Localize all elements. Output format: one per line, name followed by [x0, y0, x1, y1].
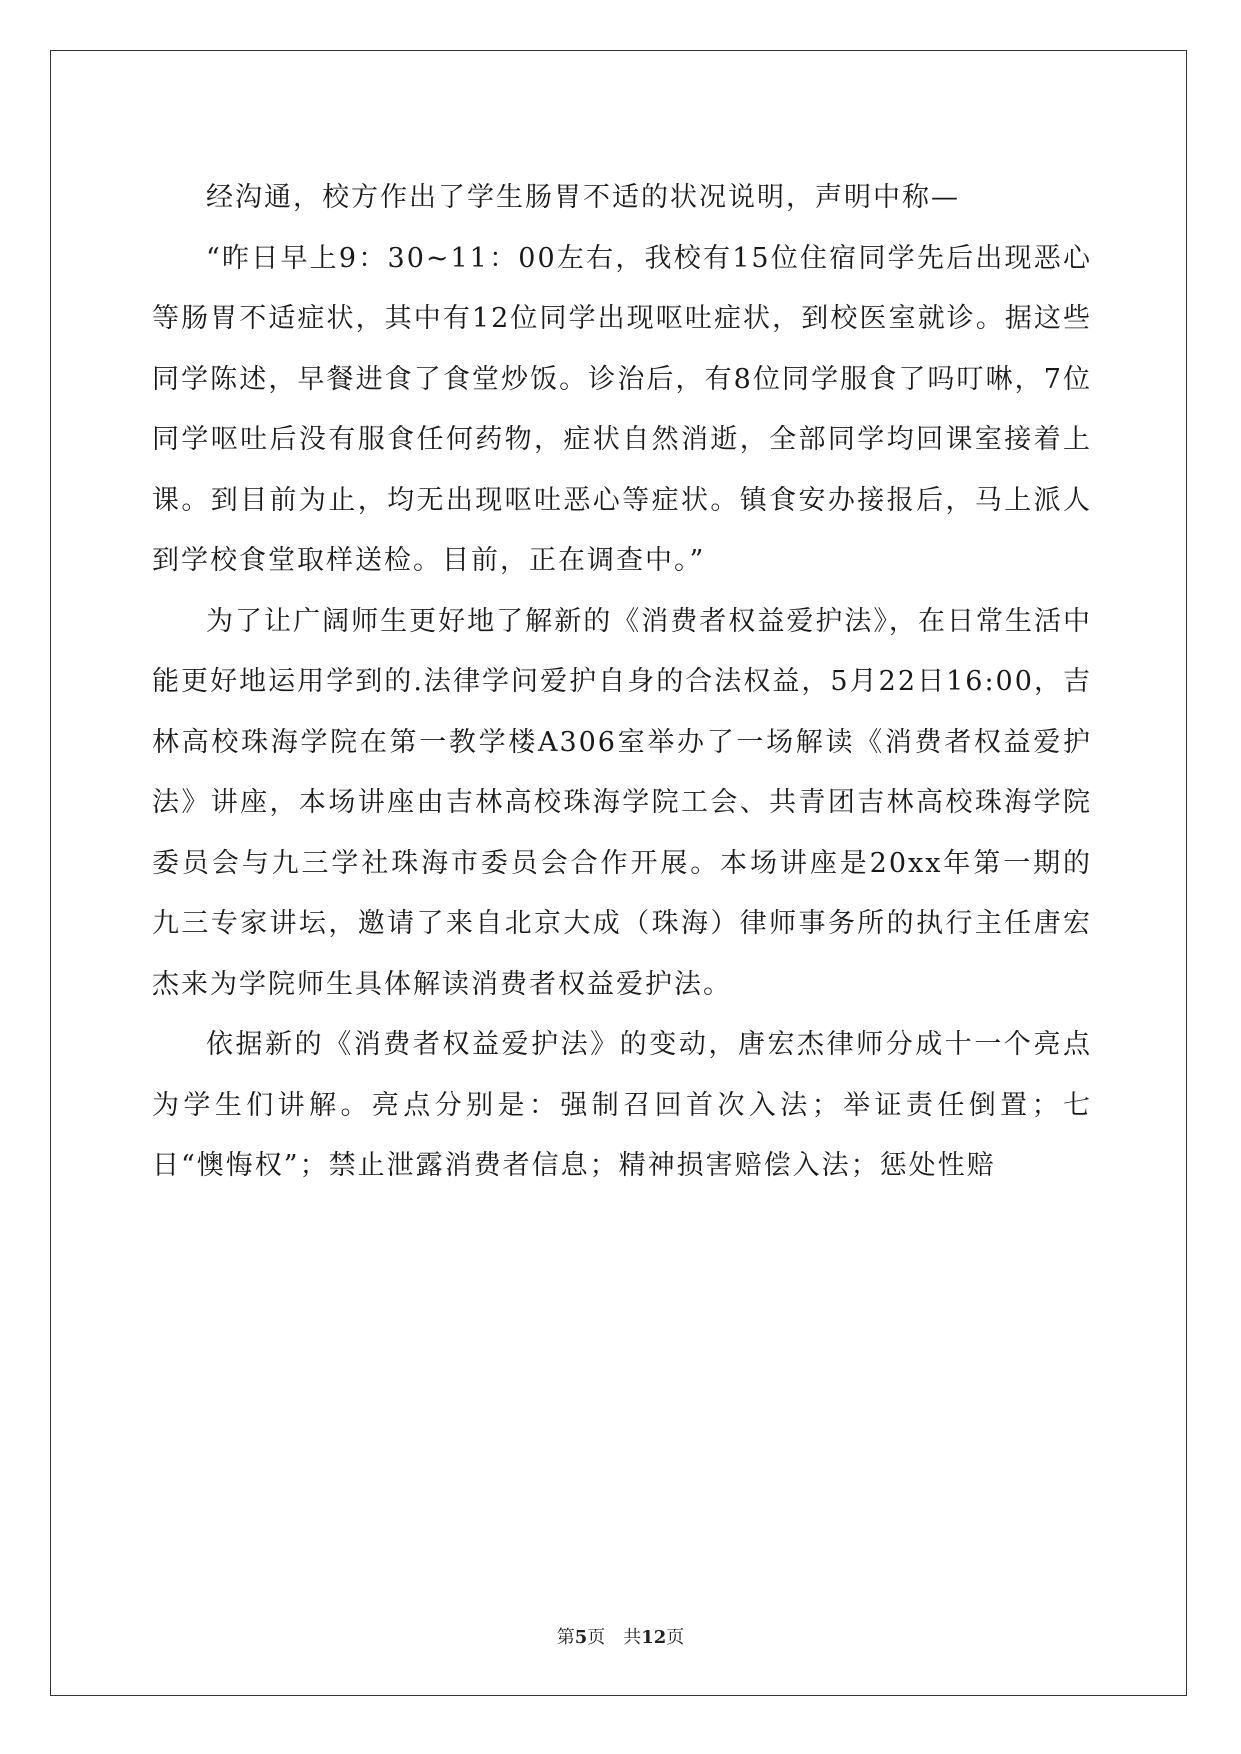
total-suffix: 页: [666, 1627, 685, 1648]
page-current: 5: [574, 1627, 588, 1648]
page-footer: [0, 1623, 1241, 1649]
paragraph: 为了让广阔师生更好地了解新的《消费者权益爱护法》，在日常生活中能更好地运用学到的.法律学问爱护自身的合法权益，5月22日16:00，吉林高校珠海学院在第一教学楼A306室举办了一场解读《消费者权益爱护法》讲座，本场讲座由吉林高校珠海学院工会、共青团吉林高校珠海学院委员会与九三学社珠海市委员会合作开展。本场讲座是20xx年第一期的九三专家讲坛，邀请了来自北京大成（珠海）律师事务所的执行主任唐宏杰来为学院师生具体解读消费者权益爱护法。: [152, 605, 1092, 1000]
total-prefix: 共: [623, 1627, 642, 1648]
paragraph: 依据新的《消费者权益爱护法》的变动，唐宏杰律师分成十一个亮点为学生们讲解。亮点分别是：强制召回首次入法；举证责任倒置；七日“懊悔权”；禁止泄露消费者信息；精神损害赔偿入法；惩处性赔: [152, 1029, 1092, 1181]
page-prefix: 第: [556, 1627, 575, 1648]
page-total: 12: [641, 1627, 667, 1648]
paragraph: “昨日早上9：30~11：00左右，我校有15位住宿同学先后出现恶心等肠胃不适症状，其中有12位同学出现呕吐症状，到校医室就诊。据这些同学陈述，早餐进食了食堂炒饭。诊治后，有8位同学服食了吗叮啉，7位同学呕吐后没有服食任何药物，症状自然消逝，全部同学均回课室接着上课。到目前为止，均无出现呕吐恶心等症状。镇食安办接报后，马上派人到学校食堂取样送检。目前，正在调查中。”: [152, 242, 1092, 576]
paragraph: 经沟通，校方作出了学生肠胃不适的状况说明，声明中称—: [206, 182, 960, 213]
document-body: [152, 168, 1092, 1197]
page-mid: 页: [587, 1627, 606, 1648]
